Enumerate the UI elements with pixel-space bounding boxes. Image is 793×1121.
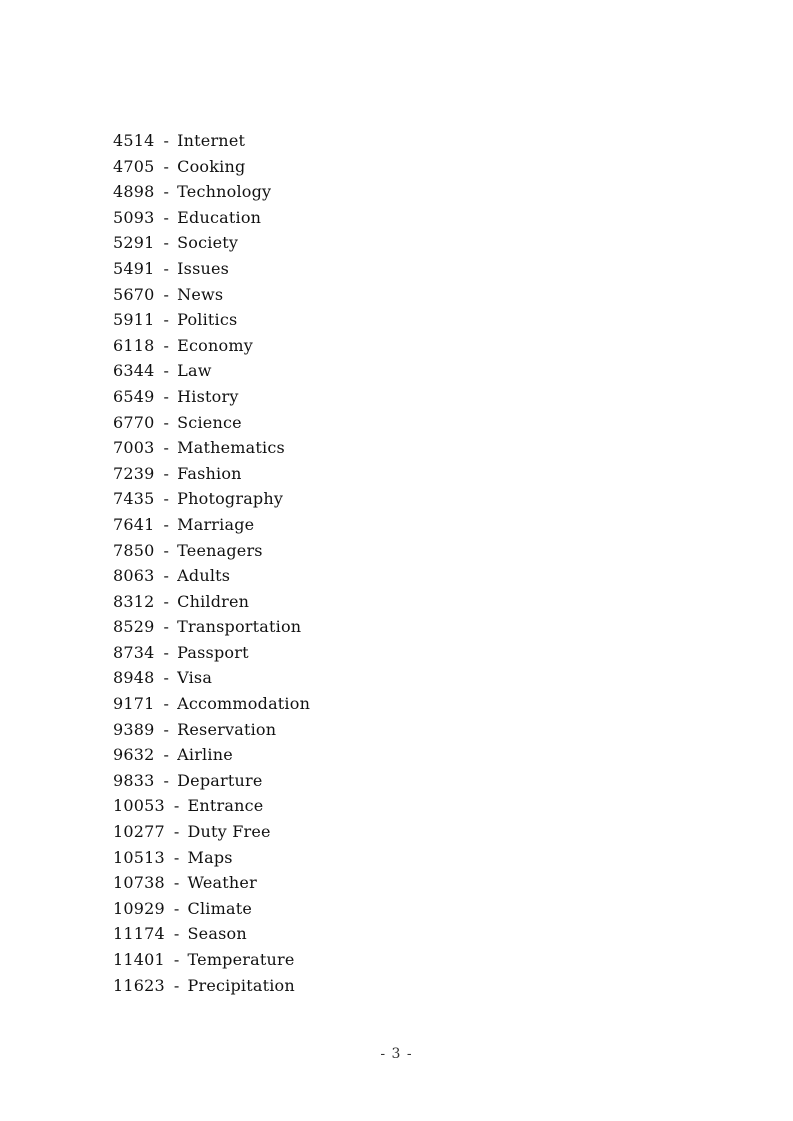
entry-term: News (177, 284, 224, 304)
entry-term: Adults (177, 566, 231, 586)
entry-number: 8312 (113, 591, 155, 611)
entry-number: 9389 (113, 719, 155, 739)
entry-term: Accommodation (177, 694, 311, 714)
list-item (113, 512, 310, 538)
entry-term: Fashion (177, 463, 242, 483)
entry-separator: - (163, 514, 170, 534)
entry-number: 11174 (113, 924, 165, 944)
entry-number: 5670 (113, 284, 155, 304)
list-item (113, 640, 310, 666)
entry-number: 8529 (113, 617, 155, 637)
entry-number: 6118 (113, 335, 155, 355)
entry-separator: - (173, 950, 180, 969)
entry-term: Departure (177, 770, 263, 790)
entry-number: 4705 (113, 156, 155, 176)
entry-number: 9632 (113, 745, 155, 765)
entry-number: 7641 (113, 514, 155, 534)
entry-term: Issues (177, 258, 230, 278)
entry-term: Society (177, 233, 239, 253)
entry-separator: - (163, 489, 170, 509)
entry-separator: - (163, 335, 170, 355)
entry-separator: - (163, 310, 170, 330)
entry-term: Law (177, 361, 212, 381)
entry-term: Marriage (177, 514, 255, 534)
entry-separator: - (173, 898, 180, 918)
entry-term: Science (177, 412, 242, 432)
entry-number: 10053 (113, 796, 165, 816)
entry-separator: - (173, 847, 180, 867)
list-item (113, 742, 310, 768)
list-item (113, 614, 310, 640)
entry-number: 10513 (113, 847, 165, 867)
entry-number: 11401 (113, 950, 165, 969)
list-item (113, 358, 310, 384)
entry-number: 5291 (113, 233, 155, 253)
entry-separator: - (163, 361, 170, 381)
list-item (113, 665, 310, 691)
list-item (113, 845, 310, 871)
list-item (113, 973, 310, 999)
entry-separator: - (163, 233, 170, 253)
entry-term: Transportation (177, 617, 302, 637)
entry-term: Internet (177, 131, 246, 150)
entry-number: 5491 (113, 258, 155, 278)
entry-number: 11623 (113, 975, 165, 995)
list-item (113, 768, 310, 794)
entry-separator: - (163, 668, 170, 688)
list-item (113, 282, 310, 308)
entry-number: 5911 (113, 310, 155, 330)
entry-separator: - (163, 386, 170, 406)
entry-separator: - (173, 975, 180, 995)
entry-number: 10929 (113, 898, 165, 918)
entry-separator: - (173, 924, 180, 944)
list-item (113, 717, 310, 743)
entry-separator: - (163, 617, 170, 637)
list-item (113, 691, 310, 717)
entry-term: Weather (187, 873, 257, 893)
list-item (113, 947, 310, 973)
entry-number: 9171 (113, 694, 155, 714)
entry-separator: - (173, 796, 180, 816)
entry-term: Airline (177, 745, 233, 765)
entry-separator: - (163, 770, 170, 790)
entry-term: Cooking (177, 156, 246, 176)
list-item (113, 333, 310, 359)
entry-separator: - (163, 438, 170, 458)
entry-separator: - (163, 642, 170, 662)
list-item (113, 870, 310, 896)
entry-separator: - (163, 540, 170, 560)
entry-separator: - (163, 463, 170, 483)
entry-number: 8948 (113, 668, 155, 688)
list-item (113, 896, 310, 922)
entry-separator: - (163, 207, 170, 227)
list-item (113, 435, 310, 461)
entry-term: Climate (187, 898, 253, 918)
entry-number: 6549 (113, 386, 155, 406)
list-item (113, 384, 310, 410)
entry-term: Passport (177, 642, 249, 662)
entry-term: Reservation (177, 719, 277, 739)
entry-term: Photography (177, 489, 284, 509)
list-item (113, 921, 310, 947)
entry-term: Temperature (187, 950, 295, 969)
entry-separator: - (163, 182, 170, 202)
entry-number: 4898 (113, 182, 155, 202)
entry-term: Mathematics (177, 438, 285, 458)
list-item (113, 538, 310, 564)
entry-number: 8734 (113, 642, 155, 662)
entry-list (113, 128, 310, 998)
entry-number: 10277 (113, 822, 165, 842)
list-item (113, 461, 310, 487)
entry-separator: - (163, 745, 170, 765)
list-item (113, 589, 310, 615)
list-item (113, 179, 310, 205)
list-item (113, 563, 310, 589)
entry-term: Education (177, 207, 262, 227)
entry-term: Children (177, 591, 250, 611)
list-item (113, 307, 310, 333)
entry-term: Maps (187, 847, 233, 867)
entry-separator: - (163, 412, 170, 432)
entry-separator: - (163, 591, 170, 611)
entry-separator: - (163, 566, 170, 586)
entry-term: Politics (177, 310, 238, 330)
entry-term: Technology (177, 182, 272, 202)
entry-number: 7239 (113, 463, 155, 483)
entry-number: 6344 (113, 361, 155, 381)
list-item (113, 819, 310, 845)
list-item (113, 410, 310, 436)
entry-separator: - (163, 694, 170, 714)
entry-term: Economy (177, 335, 253, 355)
entry-separator: - (163, 719, 170, 739)
entry-number: 10738 (113, 873, 165, 893)
entry-term: Teenagers (177, 540, 263, 560)
list-item (113, 486, 310, 512)
entry-term: Season (187, 924, 247, 944)
list-item (113, 256, 310, 282)
entry-separator: - (163, 258, 170, 278)
entry-separator: - (173, 873, 180, 893)
entry-term: History (177, 386, 239, 406)
entry-separator: - (163, 284, 170, 304)
entry-number: 9833 (113, 770, 155, 790)
entry-number: 8063 (113, 566, 155, 586)
list-item (113, 128, 310, 154)
list-item (113, 205, 310, 231)
entry-term: Duty Free (187, 822, 271, 842)
entry-separator: - (163, 131, 170, 150)
entry-number: 4514 (113, 131, 155, 150)
list-item (113, 154, 310, 180)
entry-number: 7003 (113, 438, 155, 458)
list-item (113, 230, 310, 256)
page-number: - 3 - (380, 1046, 413, 1062)
entry-number: 7850 (113, 540, 155, 560)
entry-separator: - (173, 822, 180, 842)
entry-term: Visa (177, 668, 213, 688)
entry-number: 5093 (113, 207, 155, 227)
entry-term: Precipitation (187, 975, 295, 995)
entry-separator: - (163, 156, 170, 176)
entry-number: 7435 (113, 489, 155, 509)
list-item (113, 793, 310, 819)
entry-number: 6770 (113, 412, 155, 432)
entry-term: Entrance (187, 796, 264, 816)
